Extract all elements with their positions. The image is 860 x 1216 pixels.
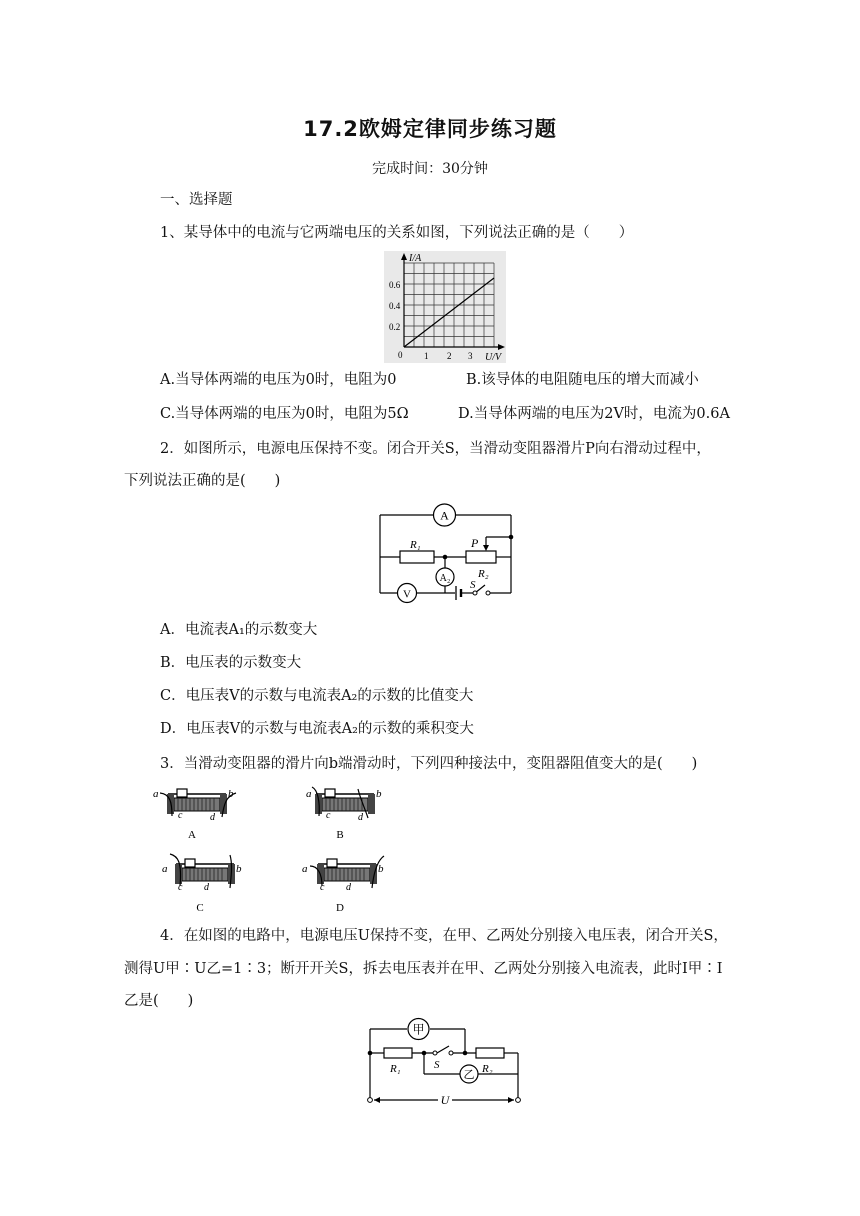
q1-y-tick-02: 0.2 [389,322,401,332]
q1-y-axis-label: I/A [409,253,422,264]
q4-r2-label: R₂ [482,1063,493,1075]
q3-rheostat-figure-d [300,852,390,914]
q2-r2-label: R₂ [478,568,489,580]
q3-rheostat-figure-b [298,784,388,842]
q3-stem: 3．当滑动变阻器的滑片向b端滑动时，下列四种接法中，变阻器阻值变大的是( ) [160,756,698,772]
q3d-terminal-b: b [378,863,384,875]
q3d-terminal-a: a [302,863,308,875]
q2-slider-label: P [471,536,479,550]
q2-voltmeter-label: V [403,588,411,601]
q1-x-tick-2: 2 [447,351,452,361]
q1-origin-label: 0 [398,350,403,360]
q3b-terminal-d: d [358,812,363,823]
q2-circuit-diagram [372,501,522,605]
q1-y-tick-04: 0.4 [389,301,401,311]
q3c-terminal-a: a [162,863,168,875]
q2-ammeter-a2-label: A₂ [439,573,451,584]
q1-option-c: C.当导体两端的电压为0时，电阻为5Ω [160,406,409,422]
q2-r1-label: R₁ [410,539,421,551]
q3c-terminal-c: c [178,882,183,893]
q3c-terminal-b: b [236,863,242,875]
page-subtitle: 完成时间：30分钟 [372,161,488,177]
q3a-terminal-d: d [210,812,215,823]
q3-rheostat-figure-a [150,784,240,842]
q4-meter-yi-label: 乙 [463,1069,475,1081]
section-heading: 一、选择题 [160,192,233,208]
q3c-terminal-d: d [204,882,209,893]
q2-option-b: B．电压表的示数变大 [160,655,302,671]
q3d-terminal-d: d [346,882,351,893]
q1-x-tick-1: 1 [424,351,429,361]
q2-stem-line2: 下列说法正确的是( ) [124,473,281,489]
q1-x-tick-3: 3 [468,351,473,361]
q4-stem-line3: 乙是( ) [124,993,194,1009]
q1-option-d: D.当导体两端的电压为2V时，电流为0.6A [458,406,730,422]
q3a-terminal-b: b [228,788,234,800]
q2-option-a: A．电流表A₁的示数变大 [160,622,318,638]
q2-stem-line1: 2．如图所示，电源电压保持不变。闭合开关S，当滑动变阻器滑片P向右滑动过程中， [160,441,711,457]
q2-option-c: C．电压表V的示数与电流表A₂的示数的比值变大 [160,688,474,704]
q3b-terminal-b: b [376,788,382,800]
q3-rheostat-figure-c [158,852,248,914]
q3-figure-label-c: C [196,902,204,914]
q3d-terminal-c: c [320,882,325,893]
q1-option-b: B.该导体的电阻随电压的增大而减小 [466,372,699,388]
q1-iu-graph [384,251,506,363]
q3a-terminal-c: c [178,810,183,821]
q3b-terminal-c: c [326,810,331,821]
q4-meter-jia-label: 甲 [412,1022,425,1037]
q3b-terminal-a: a [306,788,312,800]
q4-stem-line1: 4．在如图的电路中，电源电压U保持不变，在甲、乙两处分别接入电压表，闭合开关S， [160,928,728,944]
q1-x-axis-label: U/V [485,352,502,363]
q4-stem-line2: 测得U甲∶U乙=1∶3；断开开关S，拆去电压表并在甲、乙两处分别接入电流表，此时I甲∶I [124,961,723,977]
q1-y-tick-06: 0.6 [389,280,401,290]
q1-stem: 1、某导体中的电流与它两端电压的关系如图，下列说法正确的是（ ） [160,225,634,241]
q3-figure-label-b: B [336,829,344,841]
q2-option-d: D．电压表V的示数与电流表A₂的示数的乘积变大 [160,721,474,737]
q4-circuit-diagram [362,1016,532,1108]
q2-switch-label: S [470,579,476,591]
q3a-terminal-a: a [153,788,159,800]
q3-figure-label-a: A [188,829,196,841]
q1-option-a: A.当导体两端的电压为0时，电阻为0 [160,372,397,388]
q2-ammeter-a1-label: A [440,508,449,523]
page-title: 17.2欧姆定律同步练习题 [303,117,557,141]
q4-switch-label: S [434,1059,440,1071]
q3-figure-label-d: D [336,902,344,914]
q4-r1-label: R₁ [390,1063,401,1075]
q4-voltage-label: U [440,1093,450,1107]
